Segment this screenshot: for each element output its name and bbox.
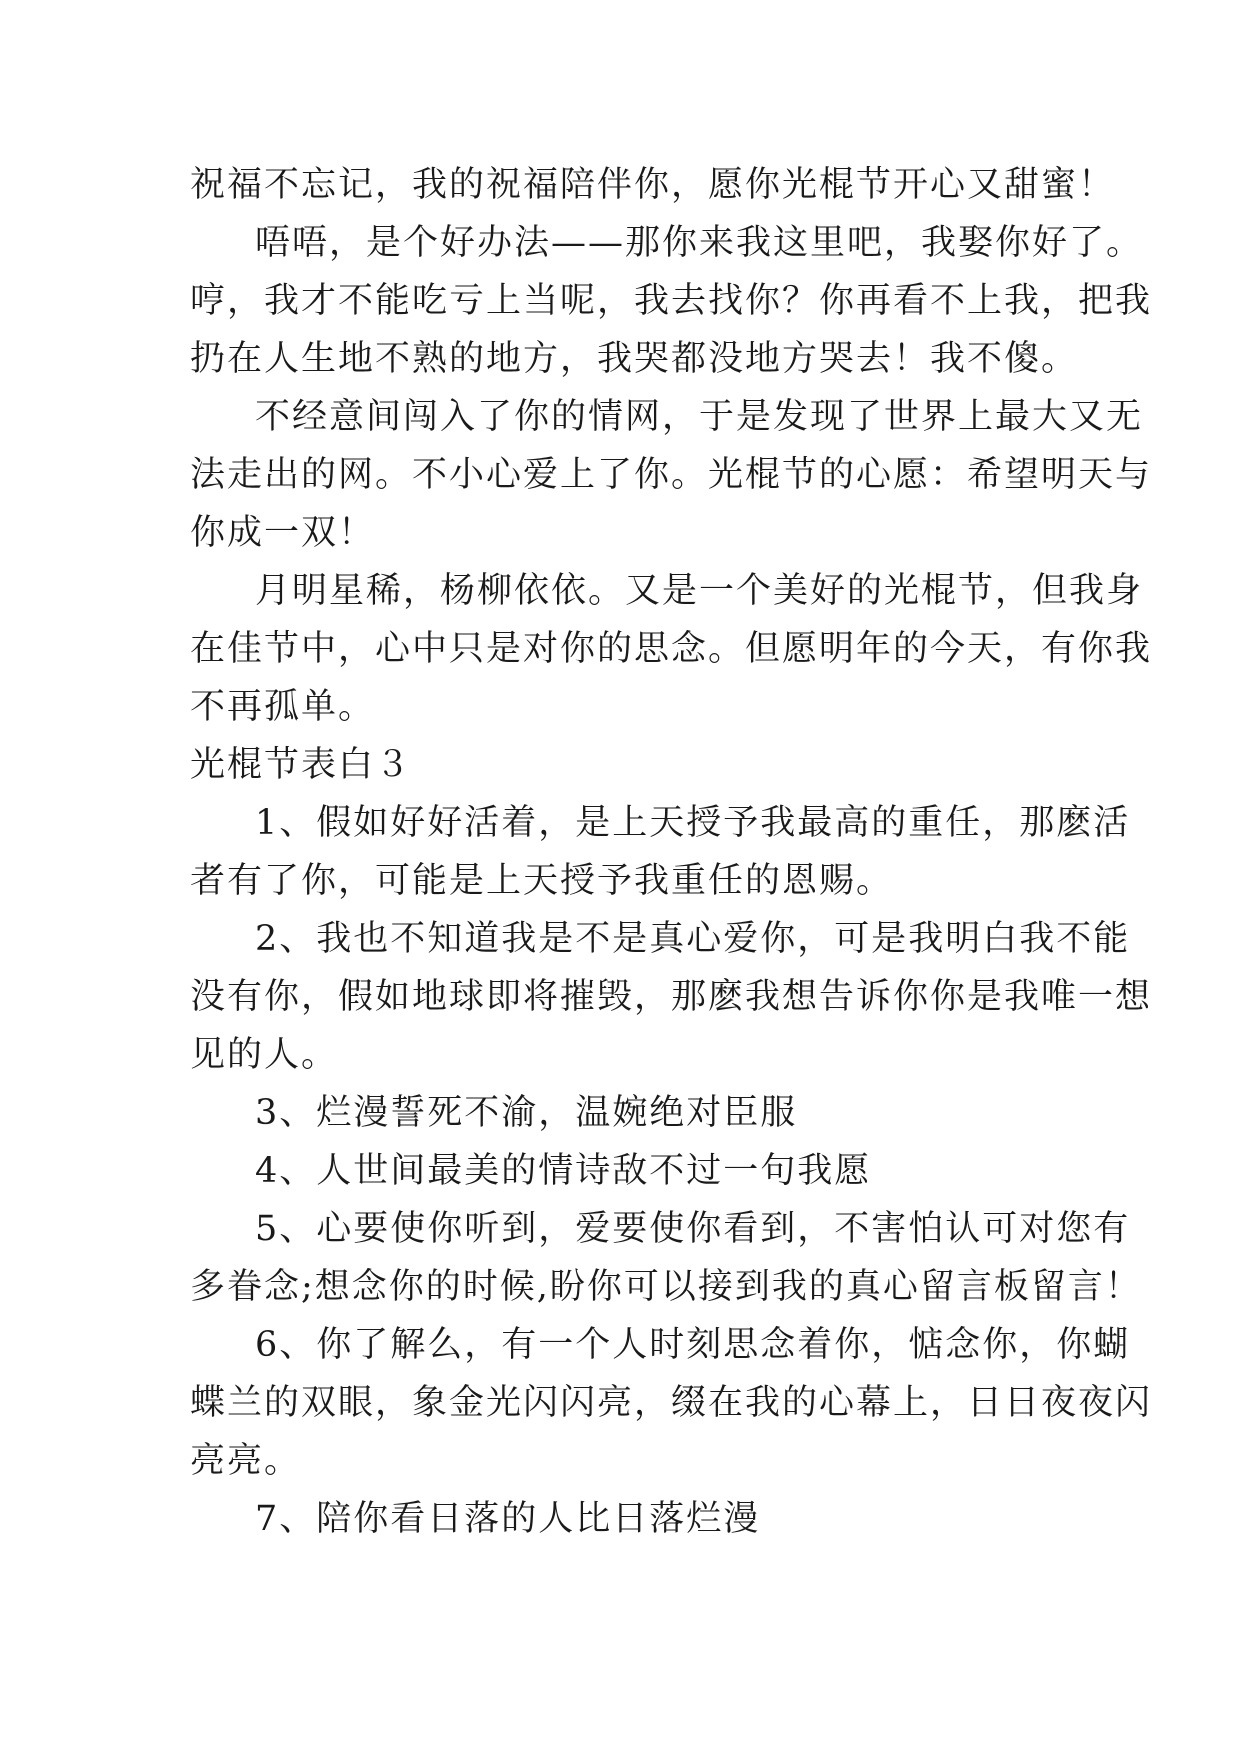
text-line: 唔唔，是个好办法——那你来我这里吧，我娶你好了。 <box>255 223 1144 263</box>
text-line: 不再孤单。 <box>190 687 376 727</box>
text-line: 哼，我才不能吃亏上当呢，我去找你？你再看不上我，把我 <box>190 281 1153 321</box>
text-line: 3、烂漫誓死不渝，温婉绝对臣服 <box>255 1093 798 1133</box>
text-line: 法走出的网。不小心爱上了你。光棍节的心愿：希望明天与 <box>190 455 1153 495</box>
text-line: 2、我也不知道我是不是真心爱你，可是我明白我不能 <box>255 919 1131 959</box>
text-line: 者有了你，可能是上天授予我重任的恩赐。 <box>190 861 894 901</box>
text-line: 月明星稀，杨柳依依。又是一个美好的光棍节，但我身 <box>255 571 1144 611</box>
text-line: 在佳节中，心中只是对你的思念。但愿明年的今天，有你我 <box>190 629 1153 669</box>
text-line: 没有你，假如地球即将摧毁，那麽我想告诉你你是我唯一想 <box>190 977 1153 1017</box>
text-line: 扔在人生地不熟的地方，我哭都没地方哭去！我不傻。 <box>190 339 1079 379</box>
text-line: 5、心要使你听到，爱要使你看到，不害怕认可对您有 <box>255 1209 1131 1249</box>
text-line: 亮亮。 <box>190 1441 302 1481</box>
text-line: 你成一双！ <box>190 513 376 553</box>
text-line: 7、陪你看日落的人比日落烂漫 <box>255 1499 761 1539</box>
text-line: 多眷念;想念你的时候,盼你可以接到我的真心留言板留言！ <box>190 1267 1142 1307</box>
text-line: 不经意间闯入了你的情网，于是发现了世界上最大又无 <box>255 397 1144 437</box>
section-heading: 光棍节表白３ <box>190 745 413 785</box>
text-line: 祝福不忘记，我的祝福陪伴你，愿你光棍节开心又甜蜜！ <box>190 165 1116 205</box>
text-line: 4、人世间最美的情诗敌不过一句我愿 <box>255 1151 872 1191</box>
text-line: 1、假如好好活着，是上天授予我最高的重任，那麽活 <box>255 803 1131 843</box>
text-line: 见的人。 <box>190 1035 339 1075</box>
text-line: 蝶兰的双眼，象金光闪闪亮，缀在我的心幕上，日日夜夜闪 <box>190 1383 1153 1423</box>
text-line: 6、你了解么，有一个人时刻思念着你，惦念你，你蝴 <box>255 1325 1131 1365</box>
